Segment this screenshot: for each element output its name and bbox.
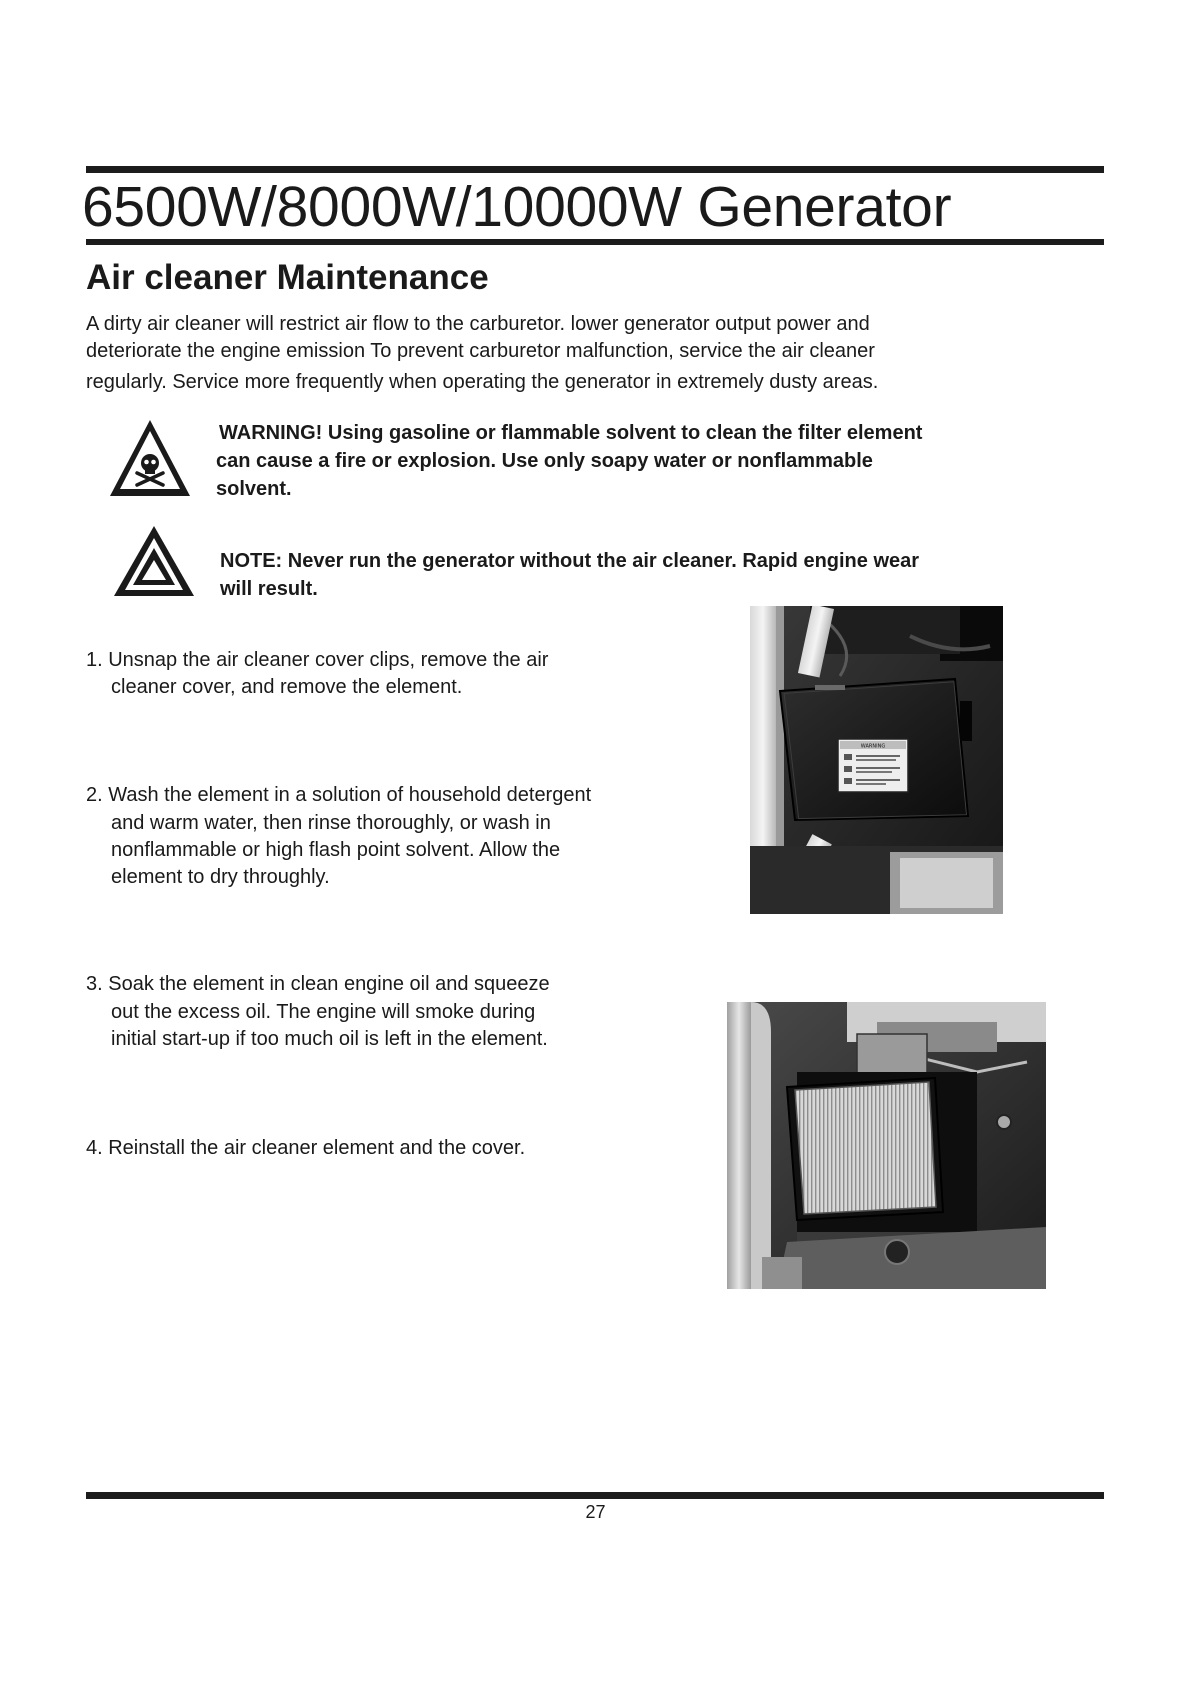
step-4-line: 4. Reinstall the air cleaner element and the cover.	[86, 1137, 526, 1159]
intro-line: A dirty air cleaner will restrict air flow to the carburetor. lower generator output power and	[86, 313, 870, 335]
step-2-line: nonflammable or high flash point solvent. Allow the	[111, 839, 561, 861]
step-3-line: out the excess oil. The engine will smoke during	[111, 1001, 536, 1023]
footer-rule	[86, 1492, 1104, 1499]
warning-text-line: can cause a fire or explosion. Use only soapy water or nonflammable	[216, 450, 873, 472]
document-title: 6500W/8000W/10000W Generator	[82, 175, 952, 239]
step-1-line: cleaner cover, and remove the element.	[111, 676, 463, 698]
step-1-line: 1. Unsnap the air cleaner cover clips, remove the air	[86, 649, 549, 671]
section-heading: Air cleaner Maintenance	[86, 258, 489, 297]
note-text-line: will result.	[220, 578, 318, 600]
skull-crossbones-warning-icon	[108, 418, 192, 498]
intro-line: deteriorate the engine emission To prevent carburetor malfunction, service the air cleaner	[86, 340, 875, 362]
step-2-line: and warm water, then rinse thoroughly, or wash in	[111, 812, 551, 834]
top-rule	[86, 166, 1104, 173]
air-cleaner-element-photo	[727, 1002, 1046, 1289]
intro-line: regularly. Service more frequently when operating the generator in extremely dusty areas.	[86, 371, 879, 393]
step-3-line: 3. Soak the element in clean engine oil and squeeze	[86, 973, 550, 995]
warning-text-line: solvent.	[216, 478, 292, 500]
caution-triangle-icon	[112, 524, 196, 598]
step-2-line: element to dry throughly.	[111, 866, 330, 888]
step-2-line: 2. Wash the element in a solution of household detergent	[86, 784, 592, 806]
title-underline-rule	[86, 239, 1104, 245]
photo-label-text: WARNING	[860, 743, 886, 750]
warning-text-line: WARNING! Using gasoline or flammable solvent to clean the filter element	[219, 422, 923, 444]
step-3-line: initial start-up if too much oil is left in the element.	[111, 1028, 548, 1050]
page-number: 27	[585, 1502, 606, 1522]
note-text-line: NOTE: Never run the generator without the air cleaner. Rapid engine wear	[220, 550, 920, 572]
air-cleaner-cover-photo	[750, 606, 1003, 914]
